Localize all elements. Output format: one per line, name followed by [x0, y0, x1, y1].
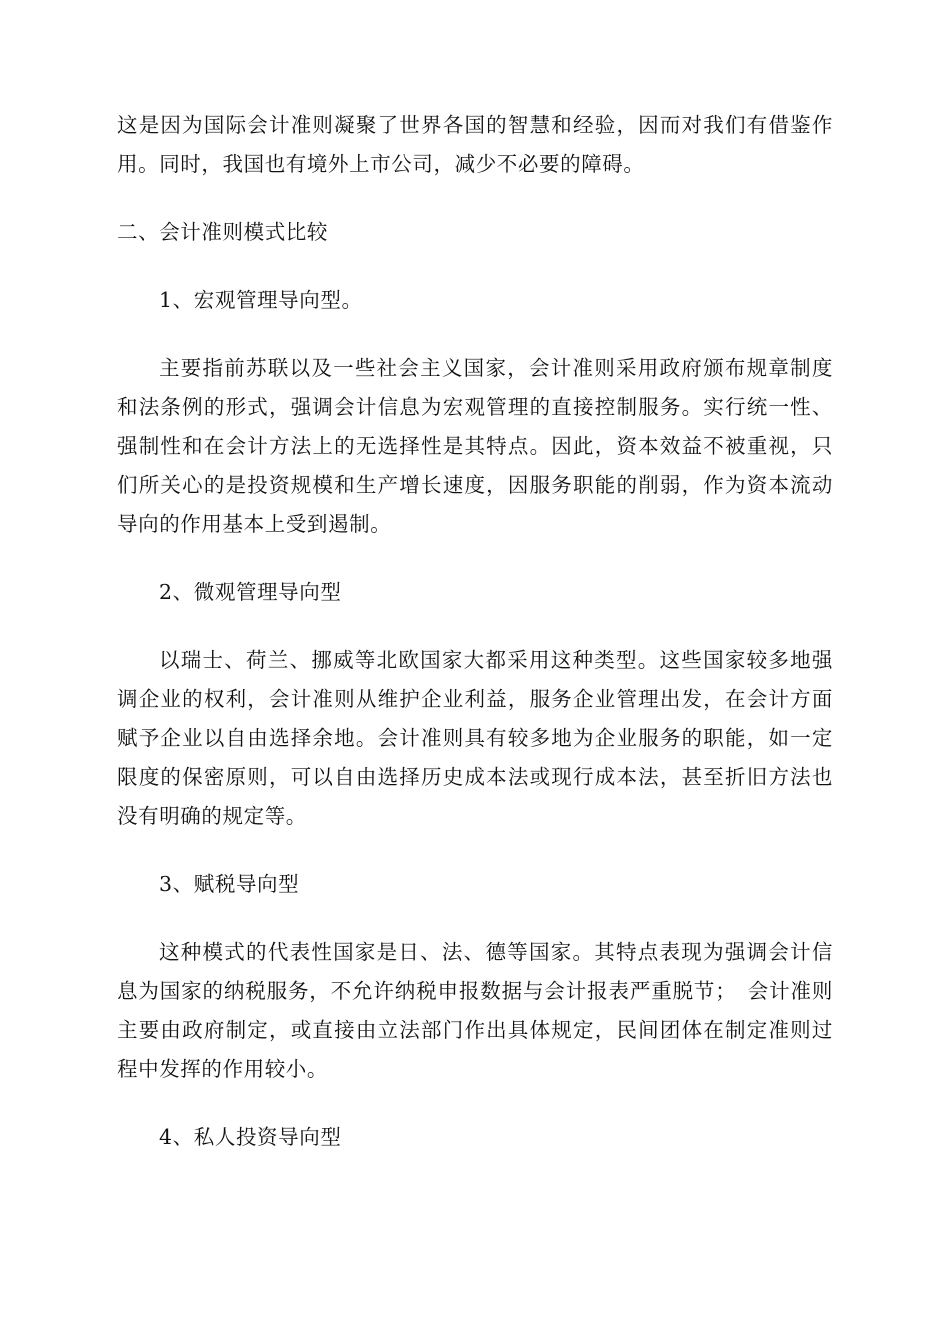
- subheading-tax: 3、赋税导向型: [159, 872, 300, 896]
- subheading-macro: 1、宏观管理导向型。: [159, 288, 363, 312]
- document-body: [117, 106, 833, 1157]
- section-heading: 二、会计准则模式比较: [117, 220, 328, 244]
- paragraph-tax: 这种模式的代表性国家是日、法、德等国家。其特点表现为强调会计信息为国家的纳税服务，不允许纳税申报数据与会计报表严重脱节； 会计准则主要由政府制定，或直接由立法部门作出具体规定，民间团体在制定准则过程中发挥的作用较小。: [117, 940, 833, 1081]
- subheading-micro: 2、微观管理导向型: [159, 580, 342, 604]
- subheading-private-investment: 4、私人投资导向型: [159, 1125, 342, 1149]
- paragraph-micro: 以瑞士、荷兰、挪威等北欧国家大都采用这种类型。这些国家较多地强调企业的权利，会计准则从维护企业利益，服务企业管理出发，在会计方面赋予企业以自由选择余地。会计准则具有较多地为企业服务的职能，如一定限度的保密原则，可以自由选择历史成本法或现行成本法，甚至折旧方法也没有明确的规定等。: [117, 648, 833, 828]
- paragraph-macro: 主要指前苏联以及一些社会主义国家，会计准则采用政府颁布规章制度和法条例的形式，强调会计信息为宏观管理的直接控制服务。实行统一性、强制性和在会计方法上的无选择性是其特点。因此，资本效益不被重视，只们所关心的是投资规模和生产增长速度，因服务职能的削弱，作为资本流动导向的作用基本上受到遏制。: [117, 356, 833, 536]
- paragraph-intro: 这是因为国际会计准则凝聚了世界各国的智慧和经验，因而对我们有借鉴作用。同时，我国也有境外上市公司，减少不必要的障碍。: [117, 113, 833, 176]
